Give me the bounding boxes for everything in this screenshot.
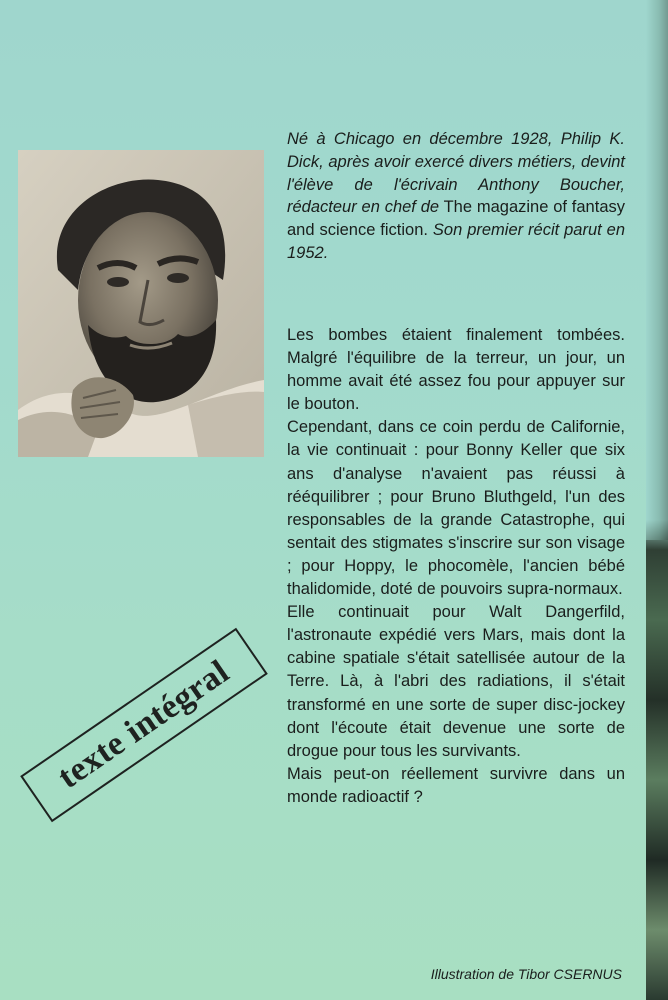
bio-first-story: Son premier récit parut en 1952.	[287, 221, 625, 262]
book-blurb	[287, 324, 625, 809]
magazine-title: The magazine of fantasy and science fiction.	[287, 198, 625, 240]
blurb-paragraph: Elle continuait pour Walt Dangerfild, l'astronaute expédié vers Mars, mais dont la cabine spatiale s'était satellisée autour de la Terre. Là, à l'abri des radiations, il s'était transformé en une sorte de super disc-jockey dont l'écoute était devenue une sorte de drogue pour tous les survivants.	[287, 603, 625, 760]
illustration-credit: Illustration de Tibor CSERNUS	[430, 966, 622, 982]
author-bio	[287, 128, 625, 265]
blurb-paragraph: Les bombes étaient finalement tombées. Malgré l'équilibre de la terreur, un jour, un homme avait été assez fou pour appuyer sur le bouton.	[287, 326, 625, 414]
author-portrait	[18, 150, 264, 457]
bio-intro: Né à Chicago en décembre 1928, Philip K. Dick, après avoir exercé divers métiers, devint l'élève de l'écrivain Anthony Boucher, rédacteur en chef de	[287, 130, 625, 217]
blurb-paragraph: Mais peut-on réellement survivre dans un monde radioactif ?	[287, 764, 625, 806]
blurb-paragraph: Cependant, dans ce coin perdu de Californie, la vie continuait : pour Bonny Keller que six ans d'analyse n'avaient pas réussi à rééquilibrer ; pour Bruno Bluthgeld, l'un des responsables de la grande Catastrophe, qui sentait des stigmates s'inscrire sur son visage ; pour Hoppy, le phocomèle, l'ancien bébé thalidomide, doté de pouvoirs supra-normaux.	[287, 418, 625, 599]
texte-integral-stamp	[20, 628, 268, 823]
front-cover-edge-shade	[646, 0, 668, 540]
stamp-label: texte intégral	[51, 653, 237, 797]
